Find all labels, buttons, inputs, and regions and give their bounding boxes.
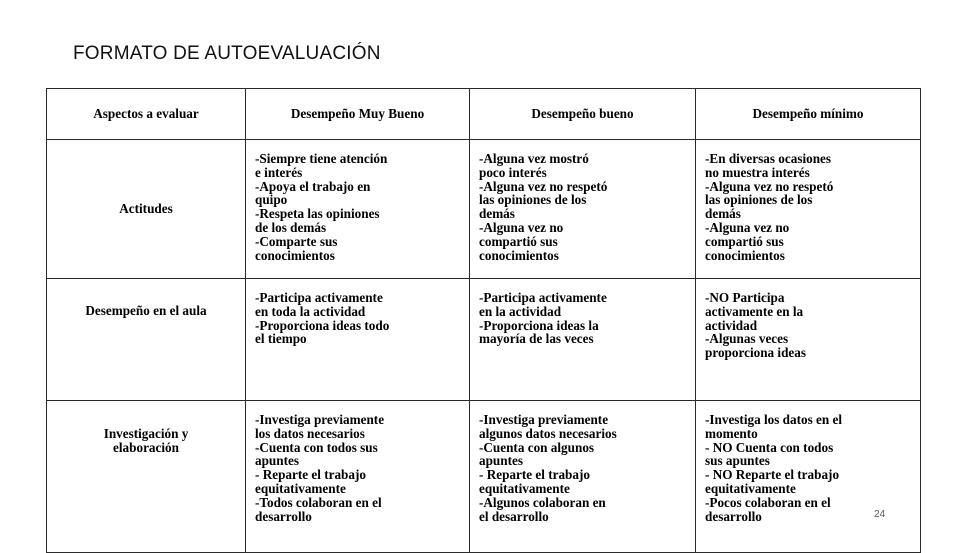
table-cell <box>246 279 470 401</box>
cell-text: -Investiga los datos en el momento - NO Cuenta con todos sus apuntes - NO Reparte el trabajo equitativamente -Pocos colaboran en el desarrollo <box>705 412 843 524</box>
table-row <box>47 140 921 279</box>
cell-text: -Participa activamente en la actividad -Proporciona ideas la mayoría de las veces <box>479 290 607 347</box>
table-cell <box>470 279 696 401</box>
cell-text: -Investiga previamente algunos datos necesarios -Cuenta con algunos apuntes - Reparte el trabajo equitativamente -Algunos colaboran en el desarrollo <box>479 412 617 524</box>
cell-text: -En diversas ocasiones no muestra interés -Alguna vez no respetó las opiniones de los demás -Alguna vez no compartió sus conocimientos <box>705 151 834 263</box>
table-row <box>47 279 921 401</box>
header-aspects: Aspectos a evaluar <box>47 89 246 140</box>
page-number: 24 <box>874 509 886 520</box>
rubric-table <box>46 88 921 553</box>
aspect-label: Actitudes <box>119 201 173 217</box>
table-cell <box>696 279 921 401</box>
header-very-good: Desempeño Muy Bueno <box>246 89 470 140</box>
cell-text: -Participa activamente en toda la actividad -Proporciona ideas todo el tiempo <box>255 290 390 347</box>
page-title: FORMATO DE AUTOEVALUACIÓN <box>73 43 381 64</box>
table-cell <box>696 401 921 553</box>
table-cell <box>470 140 696 279</box>
table-cell <box>470 401 696 553</box>
table-cell <box>246 140 470 279</box>
table-cell <box>246 401 470 553</box>
aspect-cell <box>47 140 246 279</box>
cell-text: -NO Participa activamente en la actividad -Algunas veces proporciona ideas <box>705 290 806 361</box>
aspect-cell <box>47 279 246 401</box>
cell-text: -Investiga previamente los datos necesarios -Cuenta con todos sus apuntes - Reparte el trabajo equitativamente -Todos colaboran en el desarrollo <box>255 412 385 524</box>
aspect-cell <box>47 401 246 553</box>
aspect-label: Investigación y elaboración <box>103 426 189 455</box>
cell-text: -Siempre tiene atención e interés -Apoya el trabajo en quipo -Respeta las opiniones de los demás -Comparte sus conocimientos <box>255 151 388 263</box>
table-row <box>47 401 921 553</box>
table-cell <box>696 140 921 279</box>
cell-text: -Alguna vez mostró poco interés -Alguna vez no respetó las opiniones de los demás -Alguna vez no compartió sus conocimientos <box>479 151 608 263</box>
table-header-row <box>47 89 921 140</box>
aspect-label: Desempeño en el aula <box>85 303 207 318</box>
header-minimum: Desempeño mínimo <box>696 89 921 140</box>
header-good: Desempeño bueno <box>470 89 696 140</box>
